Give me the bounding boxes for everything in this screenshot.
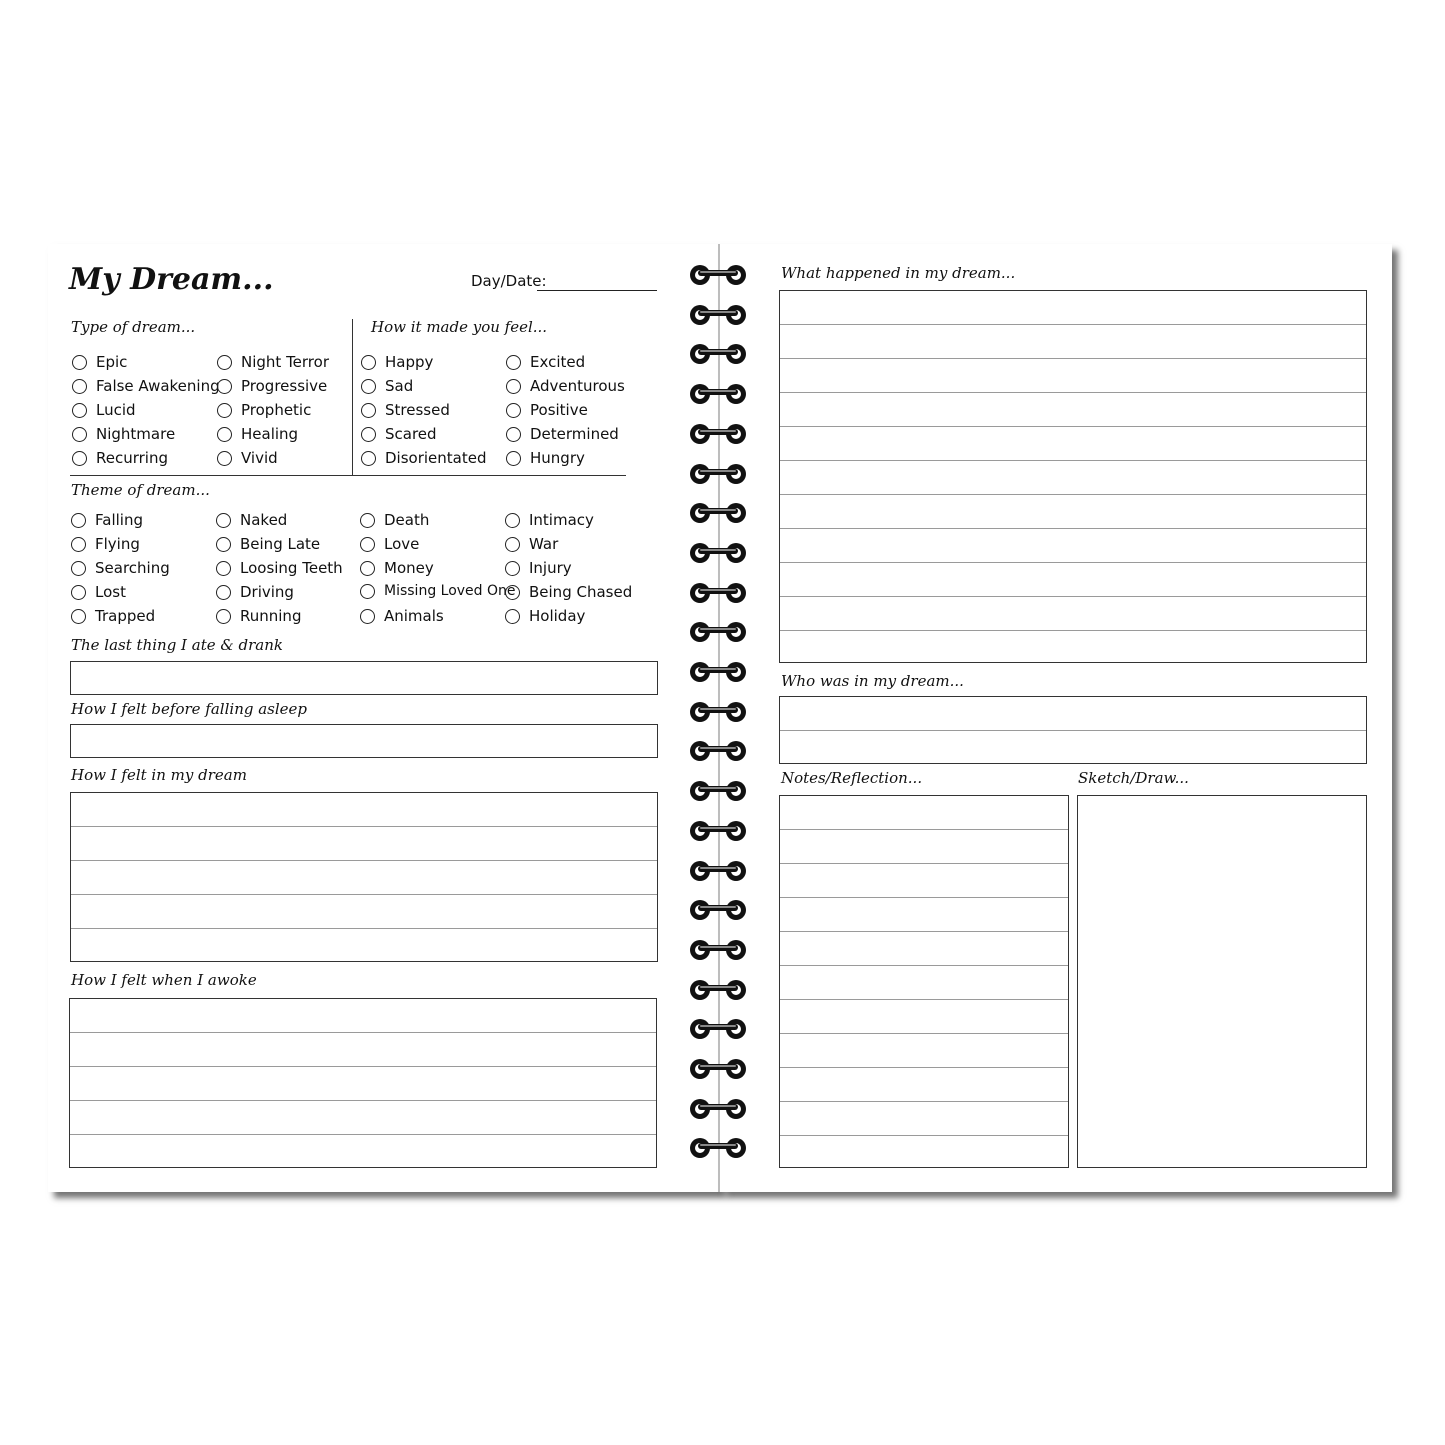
radio-circle[interactable]	[217, 355, 232, 370]
coil-ring	[686, 300, 750, 330]
coil-ring	[686, 1014, 750, 1044]
radio-circle[interactable]	[71, 609, 86, 624]
option-animals[interactable]: Animals	[360, 607, 444, 625]
coil-ring	[686, 419, 750, 449]
date-field[interactable]	[537, 290, 657, 291]
option-stressed[interactable]: Stressed	[361, 401, 450, 419]
ate-heading: The last thing I ate & drank	[71, 636, 283, 654]
option-holiday[interactable]: Holiday	[505, 607, 585, 625]
coil-ring	[686, 1054, 750, 1084]
radio-circle[interactable]	[361, 427, 376, 442]
option-happy[interactable]: Happy	[361, 353, 433, 371]
coil-ring	[686, 617, 750, 647]
coil-ring	[686, 260, 750, 290]
theme-heading: Theme of dream...	[71, 481, 210, 499]
radio-circle[interactable]	[71, 585, 86, 600]
option-trapped[interactable]: Trapped	[71, 607, 155, 625]
option-being-chased[interactable]: Being Chased	[505, 583, 632, 601]
option-naked[interactable]: Naked	[216, 511, 287, 529]
before-field[interactable]	[70, 724, 658, 758]
radio-circle[interactable]	[216, 585, 231, 600]
radio-circle[interactable]	[217, 379, 232, 394]
option-excited[interactable]: Excited	[506, 353, 585, 371]
radio-circle[interactable]	[360, 561, 375, 576]
radio-circle[interactable]	[505, 585, 520, 600]
section-divider	[352, 319, 353, 475]
radio-circle[interactable]	[216, 513, 231, 528]
who-heading: Who was in my dream...	[781, 672, 964, 690]
option-being-late[interactable]: Being Late	[216, 535, 320, 553]
option-hungry[interactable]: Hungry	[506, 449, 585, 467]
radio-circle[interactable]	[72, 379, 87, 394]
coil-ring	[686, 895, 750, 925]
sketch-heading: Sketch/Draw...	[1078, 769, 1189, 787]
option-positive[interactable]: Positive	[506, 401, 588, 419]
option-prophetic[interactable]: Prophetic	[217, 401, 311, 419]
awoke-heading: How I felt when I awoke	[71, 971, 257, 989]
radio-circle[interactable]	[216, 537, 231, 552]
radio-circle[interactable]	[216, 561, 231, 576]
radio-circle[interactable]	[72, 427, 87, 442]
option-nightmare[interactable]: Nightmare	[72, 425, 175, 443]
option-determined[interactable]: Determined	[506, 425, 619, 443]
option-lucid[interactable]: Lucid	[72, 401, 136, 419]
radio-circle[interactable]	[217, 427, 232, 442]
section-rule	[70, 475, 626, 476]
coil-ring	[686, 498, 750, 528]
coil-ring	[686, 1094, 750, 1124]
coil-ring	[686, 657, 750, 687]
coil-ring	[686, 339, 750, 369]
dream-feel-field[interactable]	[70, 792, 658, 962]
radio-circle[interactable]	[505, 561, 520, 576]
before-heading: How I felt before falling asleep	[71, 700, 308, 718]
option-scared[interactable]: Scared	[361, 425, 437, 443]
radio-circle[interactable]	[217, 451, 232, 466]
coil-ring	[686, 935, 750, 965]
ate-field[interactable]	[70, 661, 658, 695]
coil-ring	[686, 1133, 750, 1163]
notes-heading: Notes/Reflection...	[781, 769, 923, 787]
option-vivid[interactable]: Vivid	[217, 449, 278, 467]
radio-circle[interactable]	[72, 451, 87, 466]
option-missing-loved-one[interactable]: Missing Loved One	[360, 583, 516, 599]
notes-field[interactable]	[779, 795, 1069, 1168]
radio-circle[interactable]	[216, 609, 231, 624]
radio-circle[interactable]	[505, 513, 520, 528]
radio-circle[interactable]	[361, 379, 376, 394]
radio-circle[interactable]	[506, 379, 521, 394]
option-running[interactable]: Running	[216, 607, 301, 625]
who-field[interactable]	[779, 696, 1367, 764]
radio-circle[interactable]	[360, 584, 375, 599]
option-flying[interactable]: Flying	[71, 535, 140, 553]
radio-circle[interactable]	[361, 355, 376, 370]
radio-circle[interactable]	[360, 537, 375, 552]
coil-ring	[686, 538, 750, 568]
option-war[interactable]: War	[505, 535, 558, 553]
option-healing[interactable]: Healing	[217, 425, 298, 443]
happened-field[interactable]	[779, 290, 1367, 663]
option-driving[interactable]: Driving	[216, 583, 294, 601]
option-searching[interactable]: Searching	[71, 559, 170, 577]
option-death[interactable]: Death	[360, 511, 429, 529]
date-label: Day/Date:	[471, 272, 547, 290]
happened-heading: What happened in my dream...	[781, 264, 1016, 282]
dream-feel-heading: How I felt in my dream	[71, 766, 247, 784]
option-intimacy[interactable]: Intimacy	[505, 511, 594, 529]
coil-ring	[686, 736, 750, 766]
option-love[interactable]: Love	[360, 535, 419, 553]
radio-circle[interactable]	[505, 609, 520, 624]
radio-circle[interactable]	[506, 403, 521, 418]
option-disorientated[interactable]: Disorientated	[361, 449, 486, 467]
option-injury[interactable]: Injury	[505, 559, 572, 577]
coil-ring	[686, 776, 750, 806]
radio-circle[interactable]	[361, 403, 376, 418]
radio-circle[interactable]	[72, 403, 87, 418]
coil-ring	[686, 578, 750, 608]
coil-ring	[686, 379, 750, 409]
option-falling[interactable]: Falling	[71, 511, 143, 529]
radio-circle[interactable]	[71, 513, 86, 528]
radio-circle[interactable]	[360, 609, 375, 624]
option-money[interactable]: Money	[360, 559, 434, 577]
radio-circle[interactable]	[71, 537, 86, 552]
radio-circle[interactable]	[506, 355, 521, 370]
coil-ring	[686, 975, 750, 1005]
radio-circle[interactable]	[71, 561, 86, 576]
coil-ring	[686, 459, 750, 489]
option-adventurous[interactable]: Adventurous	[506, 377, 625, 395]
radio-circle[interactable]	[361, 451, 376, 466]
type-heading: Type of dream...	[71, 318, 196, 336]
sketch-field[interactable]	[1077, 795, 1367, 1168]
coil-ring	[686, 816, 750, 846]
radio-circle[interactable]	[505, 537, 520, 552]
option-recurring[interactable]: Recurring	[72, 449, 168, 467]
option-loosing-teeth[interactable]: Loosing Teeth	[216, 559, 343, 577]
option-epic[interactable]: Epic	[72, 353, 127, 371]
option-sad[interactable]: Sad	[361, 377, 413, 395]
radio-circle[interactable]	[506, 427, 521, 442]
radio-circle[interactable]	[506, 451, 521, 466]
awoke-field[interactable]	[69, 998, 657, 1168]
option-lost[interactable]: Lost	[71, 583, 126, 601]
option-progressive[interactable]: Progressive	[217, 377, 327, 395]
coil-ring	[686, 856, 750, 886]
coil-ring	[686, 697, 750, 727]
option-false-awakening[interactable]: False Awakening	[72, 377, 220, 395]
page-title: My Dream...	[69, 262, 274, 297]
feel-heading: How it made you feel...	[371, 318, 548, 336]
radio-circle[interactable]	[360, 513, 375, 528]
radio-circle[interactable]	[72, 355, 87, 370]
option-night-terror[interactable]: Night Terror	[217, 353, 329, 371]
radio-circle[interactable]	[217, 403, 232, 418]
